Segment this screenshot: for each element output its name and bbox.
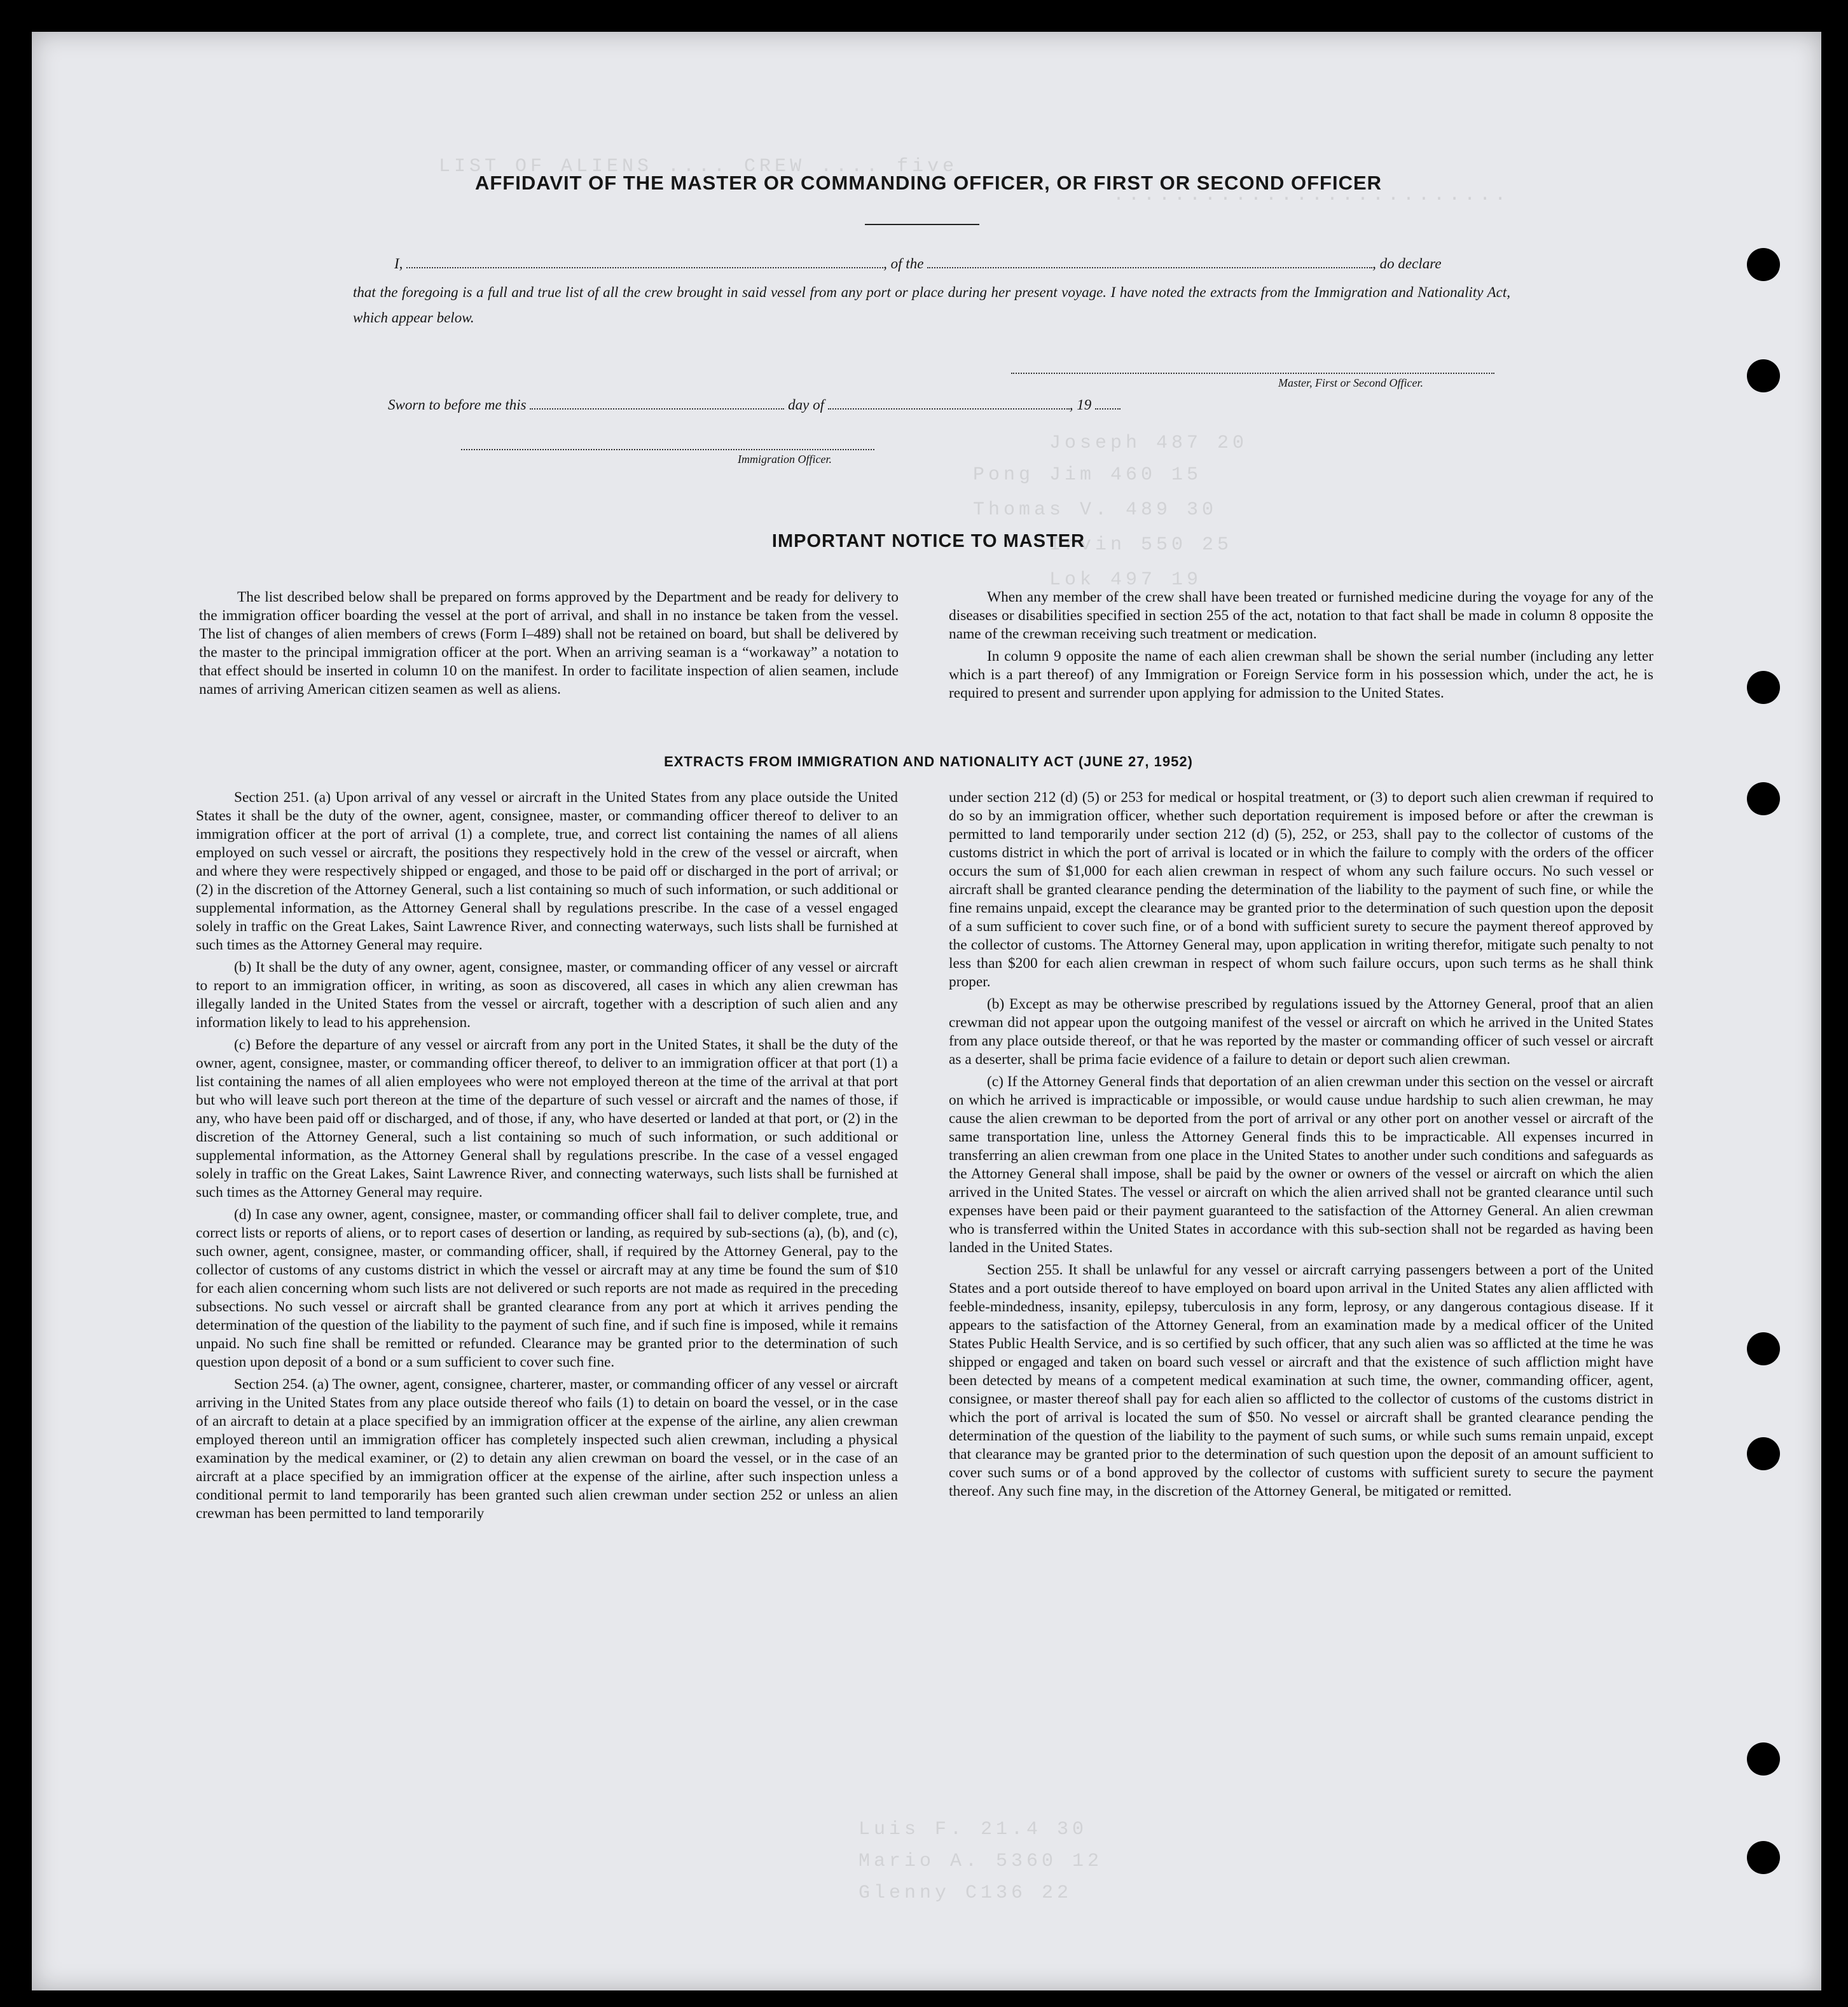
do-declare-label: , do declare	[1372, 256, 1442, 272]
title-divider	[865, 224, 979, 225]
section-251-d: (d) In case any owner, agent, consignee, master, or commanding officer shall fail to deliver complete, true, and correct lists or reports of aliens, or to report cases of desertion or landing, as required by sub-sections (a), (b), and (c), such owner, agent, consignee, master, or commanding officer, shall, if required by the Attorney General, pay to the collector of customs of any customs district in which the vessel or aircraft may at any time be found the sum of $10 for each alien concerning whom such lists are not delivered or such reports are not made as required in the preceding subsections. No such vessel or aircraft shall be granted clearance from any port at which it arrives pending the determination of the question of the liability to the payment of such fine, and if such fine is imposed, while it remains unpaid. No such fine shall be remitted or refunded. Clearance may be granted prior to the determination of such question upon deposit of a bond or a sum sufficient to cover such fine.	[196, 1206, 898, 1370]
immigration-officer-caption: Immigration Officer.	[738, 453, 832, 466]
declarant-name-field[interactable]	[406, 266, 883, 268]
bleed-through-text: LIST OF ALIENS .... CREW .... five	[439, 156, 958, 177]
sworn-line	[388, 397, 1121, 413]
section-254-c: (c) If the Attorney General finds that deportation of an alien crewman under this section on the vessel or aircraft on which he arrived is impracticable or impossible, or would cause undue hardship to such alien crewman, he may cause the alien crewman to be deported from the port of arrival or any other port on another vessel or aircraft of the same transportation line, unless the Attorney General finds this to be impracticable. All expenses incurred in transferring an alien crewman from one place in the United States to another under such conditions and safeguards as the Attorney General shall impose, shall be paid by the owner or owners of the vessel or aircraft on which the alien arrived in the United States. The vessel or aircraft on which the alien arrived shall not be granted clearance until such expenses have been paid or their payment guaranteed to the satisfaction of the Attorney General. An alien crewman who is transferred within the United States in accordance with this sub-section shall not be regarded as having been landed in the United States.	[949, 1073, 1653, 1256]
binder-hole	[1747, 248, 1780, 281]
extracts-title: EXTRACTS FROM IMMIGRATION AND NATIONALITY ACT (JUNE 27, 1952)	[664, 754, 1193, 769]
bleed-through-text: Pong Jim 460 15	[973, 464, 1203, 486]
of-the-label: , of the	[883, 256, 924, 272]
bleed-through-text: Glenny C136 22	[858, 1882, 1073, 1904]
day-of-label: day of	[788, 397, 824, 413]
immigration-officer-signature-field[interactable]	[461, 448, 874, 450]
declaration-text: that the foregoing is a full and true list of all the crew brought in said vessel from any port or place during her present voyage. I have noted the extracts from the Immigration and Nationality Act, which appear below.	[353, 284, 1510, 326]
binder-hole	[1747, 1332, 1780, 1365]
section-255: Section 255. It shall be unlawful for any vessel or aircraft carrying passengers between a port of the United States and a port outside thereof to have employed on board upon arrival in the United States any alien afflicted with feeble-mindedness, insanity, epilepsy, tuberculosis in any form, leprosy, or any dangerous contagious disease. If it appears to the satisfaction of the Attorney General, from an examination made by a medical officer of the United States Public Health Service, and is so certified by such officer, that any such alien was so afflicted at the time he was shipped or engaged and taken on board such vessel or aircraft and that the existence of such affliction might have been detected by means of a competent medical examination at such time, the owner, commanding officer, agent, consignee, or master thereof shall pay for each alien so afflicted to the collector of customs of the customs district in which the port of arrival is located the sum of $50. No vessel or aircraft shall be granted clearance pending the determination of the question of the liability to the payment of such sums, or while such sums remain unpaid, except that clearance may be granted prior to the determination of such question upon the deposit of an amount sufficient to cover such sums or of a bond approved by the collector of customs with sufficient surety to secure the payment thereof. Any such fine may, in the discretion of the Attorney General, be mitigated or remitted.	[949, 1262, 1653, 1500]
bleed-through-text: Mario A. 5360 12	[858, 1851, 1103, 1872]
section-251-b: (b) It shall be the duty of any owner, agent, consignee, master, or commanding officer of any vessel or aircraft to report to an immigration officer, in writing, as soon as discovered, all cases in which any alien crewman has illegally landed in the United States from the vessel or aircraft, together with a description of such alien and any information likely to lead to his apprehension.	[196, 959, 898, 1031]
binder-hole	[1747, 1742, 1780, 1776]
notice-paragraph: In column 9 opposite the name of each alien crewman shall be shown the serial number (including any letter which is a part thereof) of any Immigration or Foreign Service form in his possession which, under the act, he is required to present and surrender upon applying for admission to the United States.	[949, 648, 1653, 701]
affidavit-title: AFFIDAVIT OF THE MASTER OR COMMANDING OFFICER, OR FIRST OR SECOND OFFICER	[474, 172, 1383, 194]
declarant-label: I,	[394, 256, 403, 272]
master-signature-caption: Master, First or Second Officer.	[1278, 376, 1423, 389]
section-254-a-continued: under section 212 (d) (5) or 253 for medical or hospital treatment, or (3) to deport such alien crewman if required to do so by an immigration officer, whether such deportation requirement is imposed before or after the crewman is permitted to land temporarily under section 212 (d) (5), 252, or 253, shall pay to the collector of customs of the customs district in which the port of arrival is located or in which the failure to comply with the orders of the officer occurs the sum of $1,000 for each alien crewman in respect of whom any such failure occurs. No such vessel or aircraft shall be granted clearance pending the determination of the liability to the payment of such fine, or while the fine remains unpaid, except the clearance may be granted prior to the determination of such question upon the deposit of a sum sufficient to cover such fine, or of a bond with sufficient surety to secure the payment thereof approved by the collector of customs. The Attorney General may, upon application in writing therefor, mitigate such penalty to not less than $200 for each alien crewman in respect of whom such failure occurs, upon such terms as he shall think proper.	[949, 789, 1653, 990]
sworn-year-field[interactable]	[1095, 408, 1121, 410]
bleed-through-text: Irvin 550 25	[1049, 534, 1233, 556]
bleed-through-text: Luis F. 21.4 30	[858, 1819, 1088, 1840]
sworn-label: Sworn to before me this	[388, 397, 527, 413]
bleed-through-text: ..........................	[1113, 184, 1510, 206]
section-251-a: Section 251. (a) Upon arrival of any vessel or aircraft in the United States from any place outside the United States it shall be the duty of the owner, agent, consignee, master, or commanding officer thereof to deliver to an immigration officer at the port of arrival (1) a complete, true, and correct list containing the names of all aliens employed on such vessel or aircraft, the positions they respectively hold in the crew of the vessel or aircraft, when and where they were respectively shipped or engaged, and those to be paid off or discharged in the port of arrival; or (2) in the discretion of the Attorney General, such a list containing so much of such information, or such additional or supplemental information, as the Attorney General shall by regulations prescribe. In the case of a vessel engaged solely in traffic on the Great Lakes, Saint Lawrence River, and connecting waterways, such lists shall be furnished at such times as the Attorney General may require.	[196, 789, 898, 953]
extracts-left-column	[196, 789, 898, 1527]
section-254-b: (b) Except as may be otherwise prescribed by regulations issued by the Attorney General, proof that an alien crewman did not appear upon the outgoing manifest of the vessel or aircraft on which he arrived in the United States from any place outside thereof, or that he was reported by the master or commanding officer of such vessel or aircraft as a deserter, shall be prima facie evidence of a failure to detain or deport such alien crewman.	[949, 996, 1653, 1068]
notice-paragraph: The list described below shall be prepared on forms approved by the Department and be ready for delivery to the immigration officer boarding the vessel at the port of arrival, and shall in no instance be taken from the vessel. The list of changes of alien members of crews (Form I–489) shall not be retained on board, but shall be delivered by the master to the principal immigration officer at the port. When an arriving seaman is a “workaway” a notation to that effect should be inserted in column 10 on the manifest. In order to facilitate inspection of alien seamen, include names of arriving American citizen seamen as well as aliens.	[199, 589, 899, 698]
vessel-name-field[interactable]	[927, 266, 1372, 268]
declaration-line	[394, 256, 1442, 272]
notice-left-column	[199, 588, 899, 703]
notice-title: IMPORTANT NOTICE TO MASTER	[771, 531, 1086, 551]
section-251-c: (c) Before the departure of any vessel or aircraft from any port in the United States, it shall be the duty of the owner, agent, consignee, master, or commanding officer thereof, to deliver to an immigration officer at that port (1) a list containing the names of all alien employees who were not employed thereon at the time of the arrival at that port but who will leave such port thereon at the time of the departure of such vessel or aircraft and the names of those, if any, who have been paid off or discharged, and of those, if any, who have deserted or landed at that port, or (2) in the discretion of the Attorney General, such a list containing so much of such information, or such additional or supplemental information, as the Attorney General shall by regulations prescribe. In the case of a vessel engaged solely in traffic on the Great Lakes, Saint Lawrence River, and connecting waterways, such lists shall be furnished at such times as the Attorney General may require.	[196, 1037, 898, 1201]
section-254-a: Section 254. (a) The owner, agent, consignee, charterer, master, or commanding officer of any vessel or aircraft arriving in the United States from any place outside thereof who fails (1) to detain on board the vessel, or in the case of an aircraft to detain at a place specified by an immigration officer at the expense of the airline, any alien crewman employed thereon until an immigration officer has completely inspected such alien crewman, including a physical examination by the medical examiner, or (2) to detain any alien crewman on board the vessel, or in the case of an aircraft at a place specified by an immigration officer at the expense of the airline, after such inspection unless a conditional permit to land temporarily has been granted such alien crewman under section 252 or unless an alien crewman has been permitted to land temporarily	[196, 1376, 898, 1522]
master-signature-field[interactable]	[1011, 372, 1494, 374]
sworn-month-field[interactable]	[828, 408, 1070, 410]
binder-hole	[1747, 671, 1780, 704]
binder-hole	[1747, 1841, 1780, 1874]
bleed-through-text: Joseph 487 20	[1049, 432, 1248, 454]
notice-right-column	[949, 588, 1653, 707]
binder-hole	[1747, 782, 1780, 815]
year-label: , 19	[1069, 397, 1092, 413]
sworn-day-field[interactable]	[530, 408, 784, 410]
bleed-through-text: Lok 497 19	[1049, 569, 1203, 591]
bleed-through-text: Thomas V. 489 30	[973, 499, 1218, 521]
binder-hole	[1747, 1437, 1780, 1470]
extracts-right-column	[949, 789, 1653, 1505]
binder-hole	[1747, 359, 1780, 392]
notice-paragraph: When any member of the crew shall have been treated or furnished medicine during the voyage for any of the diseases or disabilities specified in section 255 of the act, notation to that fact shall be made in column 8 opposite the name of the crewman receiving such treatment or medication.	[949, 589, 1653, 642]
